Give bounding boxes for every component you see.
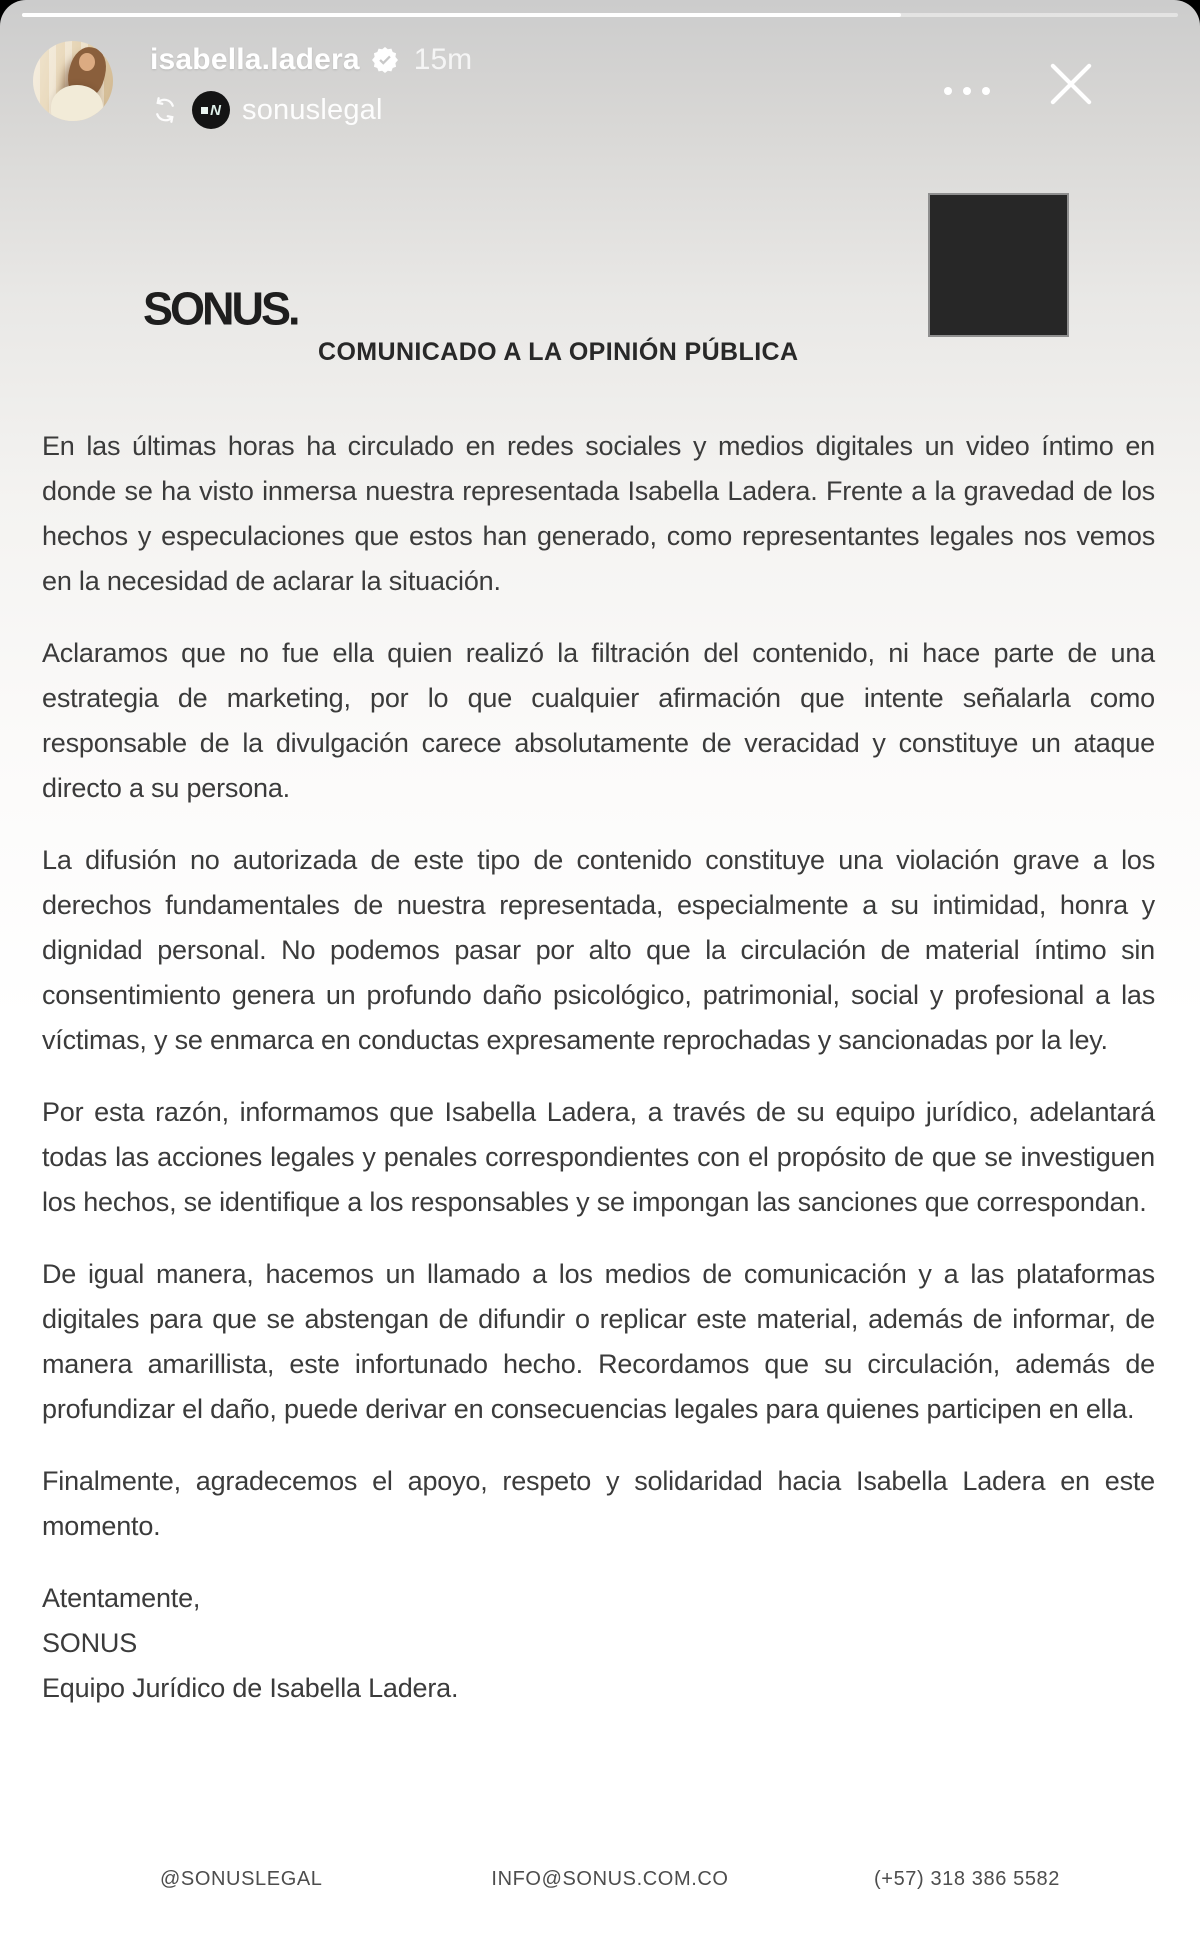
signature-block (42, 1576, 1155, 1711)
footer-phone: (+57) 318 386 5582 (874, 1868, 1060, 1890)
sonus-logo-mark (201, 107, 208, 114)
avatar[interactable] (33, 41, 113, 121)
username-row (150, 40, 472, 80)
header-text-block (150, 40, 472, 130)
story-timestamp: 15m (413, 43, 473, 76)
dot (944, 87, 952, 95)
story-progress-fill (22, 13, 901, 17)
dot (963, 87, 971, 95)
story-controls (944, 55, 1100, 113)
signature-team: Equipo Jurídico de Isabella Ladera. (42, 1673, 459, 1703)
avatar-photo-detail (79, 53, 95, 71)
reshared-account-username[interactable]: sonuslegal (242, 93, 383, 126)
verified-badge-icon (372, 47, 398, 73)
reshare-row (150, 90, 472, 130)
footer-email: INFO@SONUS.COM.CO (491, 1868, 729, 1890)
repost-icon (150, 95, 180, 125)
statement-paragraph: Por esta razón, informamos que Isabella Ladera, a través de su equipo jurídico, adelantará todas las acciones legales y penales correspondientes con el propósito de que se investiguen los hechos, se identifique a los responsables y se impongan las sanciones que correspondan. (42, 1097, 1155, 1217)
more-options-button[interactable] (944, 87, 990, 95)
document-footer (0, 1868, 1200, 1891)
reshared-account-avatar[interactable] (192, 91, 230, 129)
signature-company: SONUS (42, 1628, 138, 1658)
statement-paragraph: Finalmente, agradecemos el apoyo, respeto y solidaridad hacia Isabella Ladera en este momento. (42, 1466, 1155, 1541)
statement-paragraph: En las últimas horas ha circulado en redes sociales y medios digitales un video íntimo en donde se ha visto inmersa nuestra representada Isabella Ladera. Frente a la gravedad de los hechos y especulaciones que estos han generado, como representantes legales nos vemos en la necesidad de aclarar la situación. (42, 431, 1155, 596)
avatar-photo-detail (51, 85, 103, 121)
statement-body (42, 424, 1155, 1711)
statement-paragraph: Aclaramos que no fue ella quien realizó la filtración del contenido, ni hace parte de una estrategia de marketing, por lo que cualquier afirmación que intente señalarla como responsable de la divulgación carece absolutamente de veracidad y constituye un ataque directo a su persona. (42, 638, 1155, 803)
statement-paragraph: De igual manera, hacemos un llamado a los medios de comunicación y a las plataformas digitales para que se abstengan de difundir o replicar este material, además de informar, de manera amarillista, este infortunado hecho. Recordamos que su circulación, además de profundizar el daño, puede derivar en consecuencias legales para quienes participen en ella. (42, 1259, 1155, 1424)
dot (982, 87, 990, 95)
close-icon[interactable] (1042, 55, 1100, 113)
signature-closing: Atentamente, (42, 1583, 201, 1613)
username[interactable]: isabella.ladera (150, 43, 360, 76)
redacted-black-square (928, 193, 1069, 337)
sonus-logo-wordmark: SONUS. (143, 281, 298, 335)
statement-paragraph: La difusión no autorizada de este tipo de contenido constituye una violación grave a los derechos fundamentales de nuestra representada, especialmente a su intimidad, honra y dignidad personal. No podemos pasar por alto que la circulación de material íntimo sin consentimiento genera un profundo daño psicológico, patrimonial, social y profesional a las víctimas, y se enmarca en conductas expresamente reprochadas y sancionadas por la ley. (42, 845, 1155, 1055)
document-title: COMUNICADO A LA OPINIÓN PÚBLICA (318, 338, 799, 366)
sonus-logo-letter: N (210, 101, 221, 119)
story-progress-bar[interactable] (22, 13, 1178, 17)
footer-social-handle: @SONUSLEGAL (160, 1868, 323, 1890)
